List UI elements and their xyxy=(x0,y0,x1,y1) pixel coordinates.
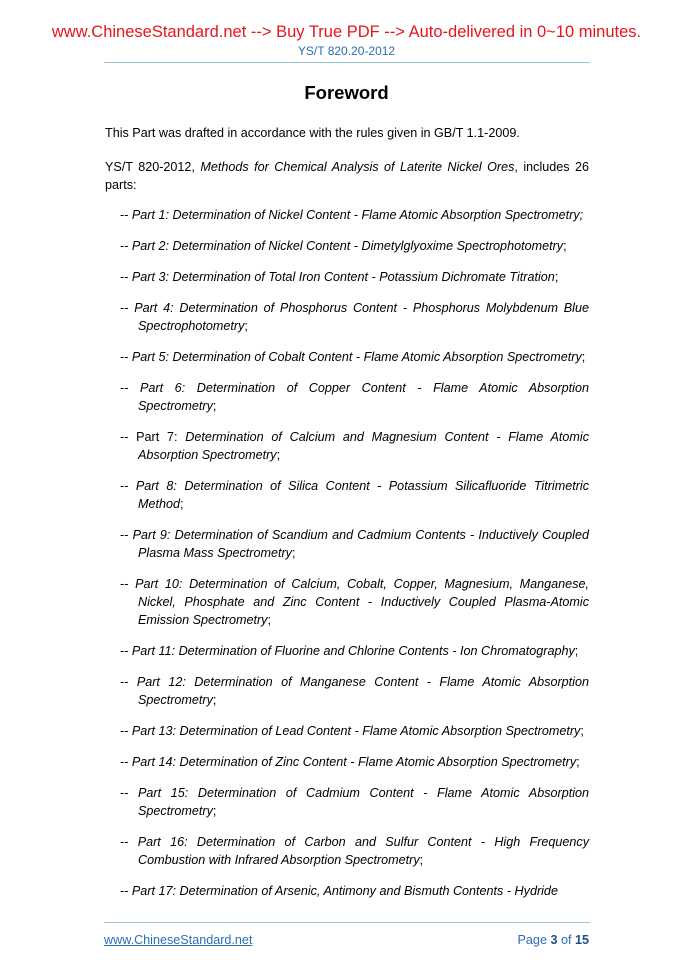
list-item-part-1 xyxy=(120,206,589,224)
part-label: Part 2: xyxy=(131,239,173,253)
list-item-part-7 xyxy=(120,428,589,464)
part-title: Determination of Fluorine and Chlorine Contents - Ion Chromatography xyxy=(178,644,575,658)
dash-prefix: -- xyxy=(120,301,135,315)
list-item-part-8 xyxy=(120,477,589,513)
dash-prefix: -- xyxy=(120,835,138,849)
part-suffix: ; xyxy=(563,239,567,253)
part-title: Determination of Cobalt Content - Flame Atomic Absorption Spectrometry xyxy=(172,350,582,364)
part-suffix: ; xyxy=(576,755,580,769)
part-label: Part 1: xyxy=(131,208,173,222)
dash-prefix: -- xyxy=(120,644,132,658)
part-suffix: ; xyxy=(554,270,559,284)
dash-prefix: -- xyxy=(120,675,137,689)
list-item-part-12 xyxy=(120,673,589,709)
dash-prefix: -- xyxy=(120,350,132,364)
list-item-part-9 xyxy=(120,526,589,562)
part-title: Determination of Calcium, Cobalt, Copper, Magnesium, Manganese, Nickel, Phosphate and Zinc Content - Inductively Coupled Plasma-Atomic Emission Spectrometry xyxy=(138,577,589,627)
parts-list xyxy=(120,206,589,913)
dash-prefix: -- xyxy=(120,430,137,444)
dash-prefix: -- xyxy=(120,755,132,769)
part-label: Part 10: xyxy=(135,577,190,591)
part-suffix: ; xyxy=(581,350,586,364)
page-number xyxy=(518,933,589,947)
list-item-part-15 xyxy=(120,784,589,820)
part-suffix: ; xyxy=(244,319,248,333)
part-label: Part 17: xyxy=(131,884,180,898)
paragraph-parts-intro xyxy=(105,158,589,194)
page-of: of xyxy=(557,933,575,947)
part-label: Part 13: xyxy=(131,724,180,738)
footer-divider xyxy=(104,922,590,923)
list-item-part-13 xyxy=(120,722,589,740)
dash-prefix: -- xyxy=(120,528,133,542)
part-label: Part 5: xyxy=(131,350,173,364)
part-title: Determination of Nickel Content - Flame Atomic Absorption Spectrometry; xyxy=(172,208,584,222)
part-suffix: ; xyxy=(267,613,271,627)
part-title: Determination of Phosphorus Content - Phosphorus Molybdenum Blue Spectrophotometry xyxy=(138,301,589,333)
list-item-part-2 xyxy=(120,237,589,255)
dash-prefix: -- xyxy=(120,884,132,898)
part-label: Part 6: xyxy=(139,381,197,395)
part-title: Determination of Copper Content - Flame Atomic Absorption Spectrometry xyxy=(138,381,589,413)
part-suffix: ; xyxy=(180,497,184,511)
paragraph-drafting: This Part was drafted in accordance with the rules given in GB/T 1.1-2009. xyxy=(105,126,520,140)
text: YS/T 820-2012, xyxy=(105,160,201,174)
dash-prefix: -- xyxy=(120,786,139,800)
list-item-part-16 xyxy=(120,833,589,869)
list-item-part-10 xyxy=(120,575,589,629)
list-item-part-4 xyxy=(120,299,589,335)
part-title: Determination of Arsenic, Antimony and Bismuth Contents - Hydride xyxy=(179,884,558,898)
part-title: Determination of Cadmium Content - Flame Atomic Absorption Spectrometry xyxy=(138,786,590,818)
part-label: Part 16: xyxy=(137,835,197,849)
part-title: Determination of Zinc Content - Flame Atomic Absorption Spectrometry xyxy=(179,755,577,769)
part-title: Determination of Silica Content - Potassium Silicafluoride Titrimetric Method xyxy=(138,479,590,511)
dash-prefix: -- xyxy=(120,479,136,493)
page-label: Page xyxy=(517,933,551,947)
total-pages: 15 xyxy=(574,933,589,947)
part-label: Part 8: xyxy=(135,479,185,493)
header-divider xyxy=(104,62,590,63)
list-item-part-6 xyxy=(120,379,589,415)
part-label: Part 7: xyxy=(136,430,186,444)
part-label: Part 12: xyxy=(136,675,195,689)
dash-prefix: -- xyxy=(120,724,132,738)
list-item-part-11 xyxy=(120,642,589,660)
part-title: Determination of Scandium and Cadmium Contents - Inductively Coupled Plasma Mass Spectrometry xyxy=(138,528,589,560)
list-item-part-14 xyxy=(120,753,589,771)
part-suffix: ; xyxy=(419,853,424,867)
list-item-part-3 xyxy=(120,268,589,286)
part-title: Determination of Manganese Content - Flame Atomic Absorption Spectrometry xyxy=(138,675,589,707)
dash-prefix: -- xyxy=(120,208,132,222)
page-title: Foreword xyxy=(304,82,389,103)
dash-prefix: -- xyxy=(120,270,132,284)
footer-website-link[interactable]: www.ChineseStandard.net xyxy=(104,933,253,947)
part-title: Determination of Total Iron Content - Potassium Dichromate Titration xyxy=(172,270,555,284)
list-item-part-5 xyxy=(120,348,589,366)
part-suffix: ; xyxy=(212,399,217,413)
part-suffix: ; xyxy=(574,644,579,658)
promo-banner[interactable]: www.ChineseStandard.net --> Buy True PDF --> Auto-delivered in 0~10 minutes. xyxy=(51,23,642,41)
part-label: Part 3: xyxy=(131,270,173,284)
document-code: YS/T 820.20-2012 xyxy=(297,44,396,58)
dash-prefix: -- xyxy=(120,381,140,395)
part-label: Part 9: xyxy=(132,528,175,542)
part-suffix: ; xyxy=(212,804,217,818)
part-title: Determination of Carbon and Sulfur Content - High Frequency Combustion with Infrared Absorption Spectrometry xyxy=(138,835,590,867)
dash-prefix: -- xyxy=(120,577,136,591)
text: , includes 26 parts: xyxy=(105,160,590,192)
standard-title: Methods for Chemical Analysis of Laterite Nickel Ores xyxy=(200,160,515,174)
part-suffix: ; xyxy=(291,546,296,560)
part-title: Determination of Lead Content - Flame Atomic Absorption Spectrometry xyxy=(179,724,581,738)
part-suffix: ; xyxy=(580,724,584,738)
list-item-part-17 xyxy=(120,882,589,900)
dash-prefix: -- xyxy=(120,239,132,253)
current-page: 3 xyxy=(550,933,558,947)
part-label: Part 11: xyxy=(131,644,179,658)
part-label: Part 15: xyxy=(138,786,198,800)
part-suffix: ; xyxy=(276,448,281,462)
part-suffix: ; xyxy=(212,693,217,707)
part-label: Part 14: xyxy=(131,755,180,769)
part-title: Determination of Nickel Content - Dimetylglyoxime Spectrophotometry xyxy=(172,239,564,253)
part-label: Part 4: xyxy=(134,301,180,315)
part-title: Determination of Calcium and Magnesium Content - Flame Atomic Absorption Spectrometry xyxy=(138,430,589,462)
